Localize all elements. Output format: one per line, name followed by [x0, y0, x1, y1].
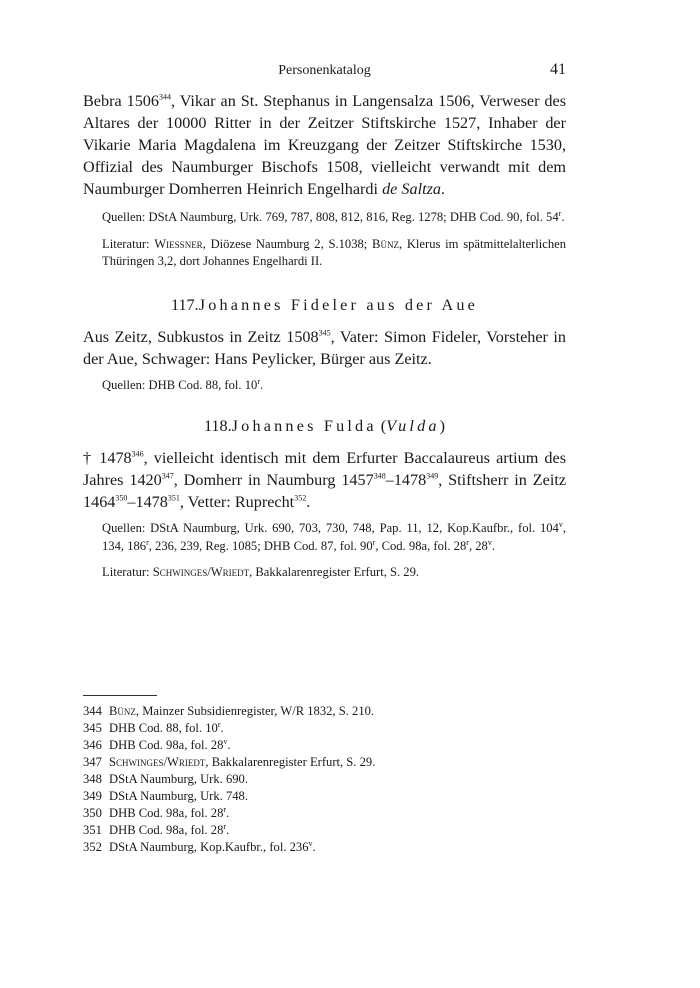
superscript: v [223, 736, 228, 746]
entry-116-text: Bebra 1506$^{344}$, Vikar an St. Stephanus in Langensalza 1506, Verweser des Altares der 10000 Ritter in der Zeitzer Stiftskirche 1527, Inhaber der Vikarie Maria Magdalena im Kreuzgang der Zeitzer Stiftskirche 1530, Offizial des Naumburger Bischofs 1508, vielleicht verwandt mit dem Naumburger Domherren Heinrich Engelhardi de Saltza. [83, 92, 566, 198]
footnote-text: DHB Cod. 98a, fol. 28$^r$. [109, 804, 230, 820]
superscript: r [223, 821, 227, 831]
superscript: v [487, 537, 492, 547]
entry-118-heading: 118.Johannes Fulda (Vulda) [203, 417, 446, 435]
footnote-number: 346 [83, 738, 102, 752]
footnote [83, 737, 566, 754]
entry-118-literature: Literatur: Schwinges/Wriedt, Bakkalarenregister Erfurt, S. 29. [102, 565, 420, 579]
author-name: Schwinges/Wriedt [152, 565, 250, 579]
entry-117-heading [83, 296, 566, 315]
footnote-number: 349 [83, 789, 102, 803]
footnote-number: 350 [83, 806, 102, 820]
footnote-number: 348 [83, 772, 102, 786]
footnote [83, 822, 566, 839]
footnote-number: 347 [83, 755, 102, 769]
entry-118-text: † 1478$^{346}$, vielleicht identisch mit dem Erfurter Baccalaureus artium des Jahres 1420$^{347}$, Domherr in Naumburg 1457$^{348}$–1478$^{349}$, Stiftsherr in Zeitz 1464$^{350}$–1478$^{351}$, Vetter: Ruprecht$^{352}$. [83, 449, 567, 511]
entry-117-number: 117. [170, 295, 199, 314]
footnote-text: DStA Naumburg, Urk. 748. [109, 789, 248, 803]
footnotes [83, 703, 566, 856]
entry-118-name: Johannes Fulda [231, 417, 377, 435]
page-body [83, 90, 566, 582]
footnote-number: 351 [83, 823, 102, 837]
footnote [83, 771, 566, 788]
entry-116-literature: Literatur: Wießner, Diözese Naumburg 2, S.1038; Bünz, Klerus im spätmittelalterlichen Thüringen 3,2, dort Johannes Engelhardi II. [102, 236, 567, 268]
superscript: r [257, 376, 260, 386]
superscript: 345 [318, 328, 331, 338]
footnote-text: DHB Cod. 88, fol. 10$^r$. [109, 719, 224, 735]
superscript: r [217, 719, 221, 729]
footnote-number: 345 [83, 721, 102, 735]
footnote [83, 754, 566, 771]
superscript: 351 [167, 493, 180, 503]
superscript: 344 [158, 92, 171, 102]
superscript: 347 [161, 471, 174, 481]
superscript: 348 [373, 471, 386, 481]
footnote-text: DStA Naumburg, Kop.Kaufbr., fol. 236$^v$. [109, 838, 316, 854]
entry-118-alt-name: Vulda [386, 417, 440, 435]
footnote-text: DHB Cod. 98a, fol. 28$^r$. [109, 821, 230, 837]
superscript: 352 [294, 493, 307, 503]
entry-118-sources: Quellen: DStA Naumburg, Urk. 690, 703, 730, 748, Pap. 11, 12, Kop.Kaufbr., fol. 104$^v$, 134, 186$^r$, 236, 239, Reg. 1085; DHB Cod. 87, fol. 90$^r$, Cod. 98a, fol. 28$^r$, 28$^v$. [102, 519, 566, 553]
superscript: r [223, 804, 227, 814]
superscript: r [372, 537, 376, 547]
footnote [83, 720, 566, 737]
superscript: 350 [115, 493, 128, 503]
author-name: Bünz [372, 236, 399, 251]
footnote [83, 788, 566, 805]
page-number: 41 [550, 61, 566, 78]
italic-text: de Saltza [382, 180, 441, 198]
footnote [83, 703, 566, 720]
footnote-text: Bünz, Mainzer Subsidienregister, W/R 1832, S. 210. [109, 704, 375, 718]
entry-117-name: Johannes Fideler aus der Aue [198, 295, 479, 314]
author-name: Wießner [154, 236, 203, 251]
superscript: v [308, 838, 313, 848]
entry-117-sources: Quellen: DHB Cod. 88, fol. 10$^r$. [102, 376, 264, 392]
entry-117-text: Aus Zeitz, Subkustos in Zeitz 1508$^{345}$, Vater: Simon Fideler, Vorsteher in der Aue, Schwager: Hans Peylicker, Bürger aus Zeitz. [83, 327, 567, 368]
entry-118-number: 118. [203, 417, 232, 435]
running-head-title: Personenkatalog [278, 63, 371, 78]
superscript: v [558, 519, 563, 529]
author-name: Bünz [109, 704, 136, 718]
superscript: r [558, 208, 562, 218]
superscript: 349 [426, 471, 439, 481]
footnote-text: DHB Cod. 98a, fol. 28$^v$. [109, 736, 231, 752]
superscript: r [146, 537, 149, 547]
superscript: 346 [131, 449, 144, 459]
footnote-divider [83, 695, 157, 696]
footnote-text: DStA Naumburg, Urk. 690. [109, 772, 248, 786]
author-name: Schwinges/Wriedt [109, 755, 206, 769]
footnote [83, 839, 566, 856]
footnote-number: 344 [83, 704, 102, 718]
footnote [83, 805, 566, 822]
footnote-number: 352 [83, 840, 102, 854]
entry-116-sources: Quellen: DStA Naumburg, Urk. 769, 787, 808, 812, 816, Reg. 1278; DHB Cod. 90, fol. 54$^r$. [102, 208, 565, 224]
superscript: r [466, 537, 469, 547]
footnote-text: Schwinges/Wriedt, Bakkalarenregister Erfurt, S. 29. [109, 755, 376, 769]
